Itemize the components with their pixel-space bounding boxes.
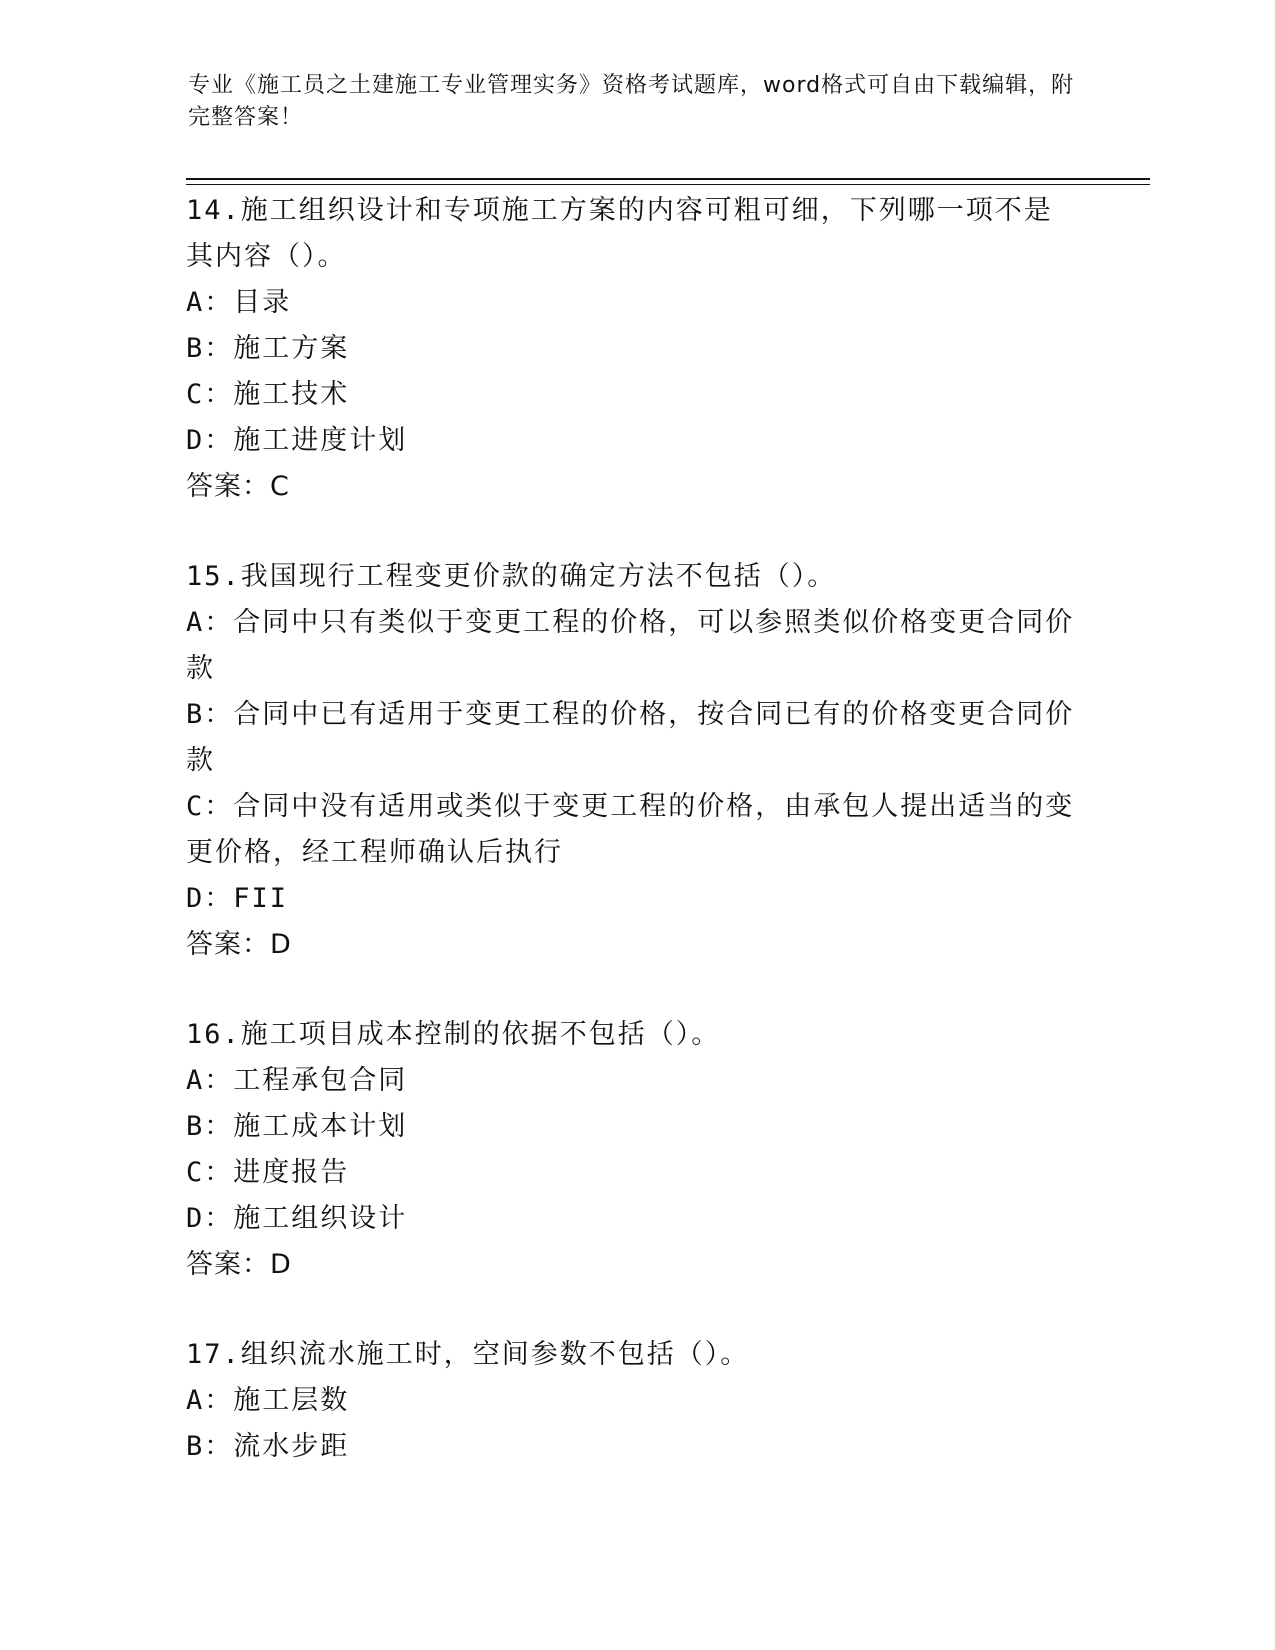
header-divider-thick [186,178,1150,180]
question-16 [186,1012,1076,1288]
option-c: C：进度报告 [186,1157,350,1188]
answer: 答案：D [186,1249,292,1280]
option-b: B：流水步距 [186,1431,350,1462]
question-list [186,188,1076,1514]
question-15 [186,554,1076,968]
option-a: A：施工层数 [186,1385,350,1416]
option-d: D：FII [186,883,289,914]
question-stem: 14.施工组织设计和专项施工方案的内容可粗可细，下列哪一项不是其内容（）。 [186,195,1053,272]
option-a: A：目录 [186,287,292,318]
option-d: D：施工进度计划 [186,425,408,456]
question-stem: 17.组织流水施工时，空间参数不包括（）。 [186,1339,750,1370]
option-b: B：施工成本计划 [186,1111,408,1142]
answer: 答案：C [186,471,290,502]
option-d: D：施工组织设计 [186,1203,408,1234]
question-stem: 16.施工项目成本控制的依据不包括（）。 [186,1019,721,1050]
option-c: C：施工技术 [186,379,350,410]
option-a: A：合同中只有类似于变更工程的价格，可以参照类似价格变更合同价款 [186,607,1075,684]
option-a: A：工程承包合同 [186,1065,408,1096]
question-17 [186,1332,1076,1470]
question-14 [186,188,1076,510]
option-b: B：施工方案 [186,333,350,364]
document-header: 专业《施工员之土建施工专业管理实务》资格考试题库，word格式可自由下载编辑，附完整答案！ [188,73,1075,130]
header-divider-thin [186,184,1150,185]
option-b: B：合同中已有适用于变更工程的价格，按合同已有的价格变更合同价款 [186,699,1075,776]
option-c: C：合同中没有适用或类似于变更工程的价格，由承包人提出适当的变更价格，经工程师确认后执行 [186,791,1075,868]
answer: 答案：D [186,929,292,960]
question-stem: 15.我国现行工程变更价款的确定方法不包括（）。 [186,561,837,592]
